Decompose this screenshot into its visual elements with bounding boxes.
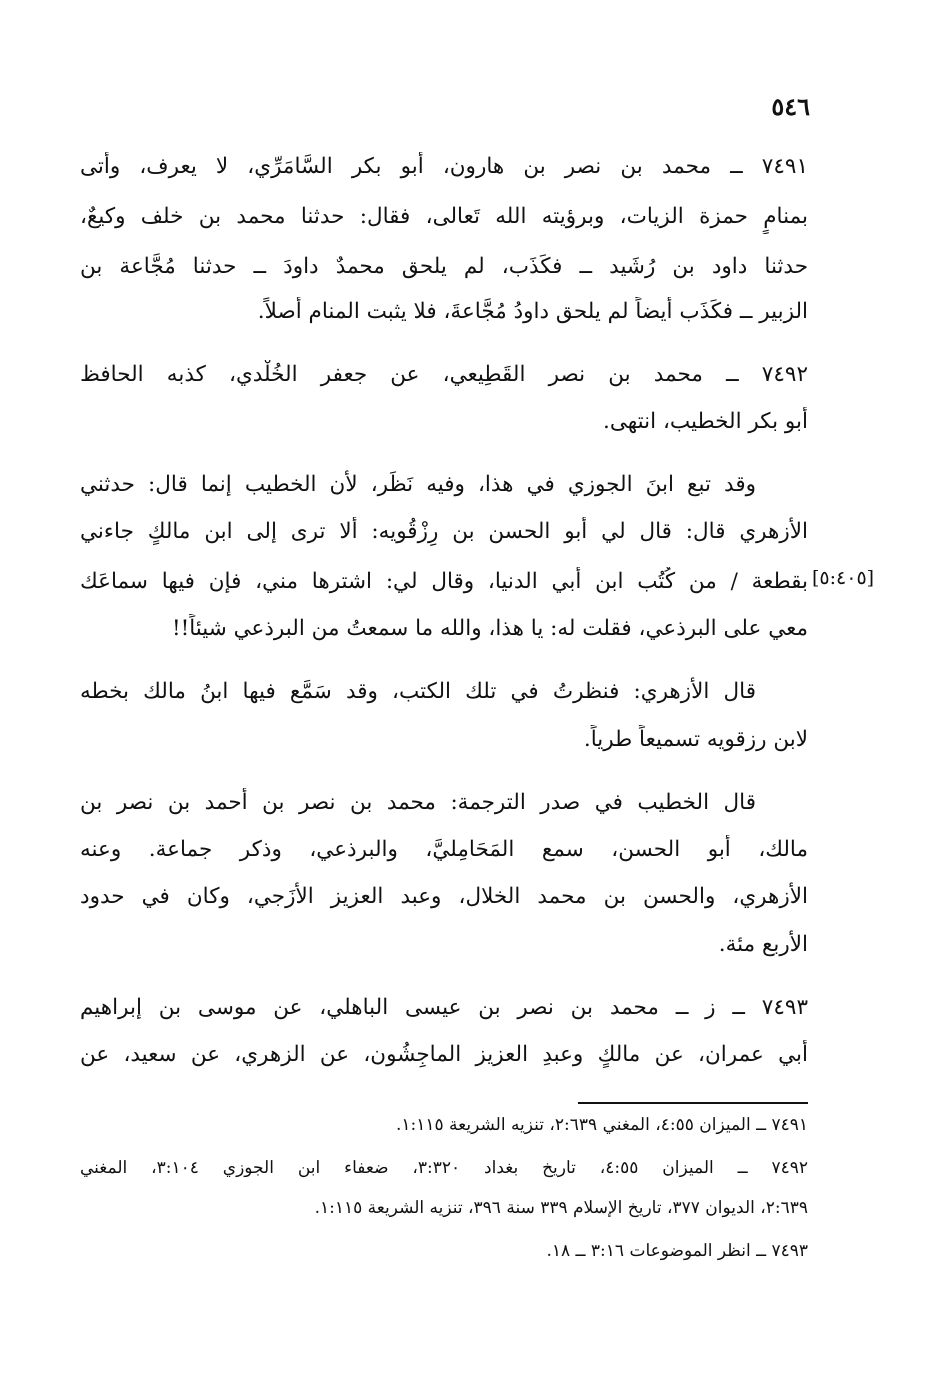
text-line: حدثنا داود بن رُشَيد ــ فكَذَب، لم يلحق محمدٌ داودَ ــ حدثنا مُجَّاعة بن: [80, 254, 808, 279]
text-line: لابن رزقويه تسميعاً طرياً.: [583, 727, 808, 752]
text-line: ٧٤٩١ ــ محمد بن نصر بن هارون، أبو بكر السَّامَرِّي، لا يعرف، وأتى: [80, 154, 808, 179]
footnote-line: ٧٤٩٣ ــ انظر الموضوعات ٣:١٦ ــ ١٨.: [546, 1241, 808, 1261]
page-number: ٥٤٦: [771, 92, 810, 121]
footnote-line: ٧٤٩١ ــ الميزان ٤:٥٥، المغني ٢:٦٣٩، تنزيه الشريعة ١:١١٥.: [395, 1115, 808, 1135]
text-line: معي على البرذعي، فقلت له: يا هذا، والله ما سمعتُ من البرذعي شيئاً!!: [171, 616, 808, 641]
text-line: الأزهري، والحسن بن محمد الخلال، وعبد العزيز الأَزَجي، وكان في حدود: [80, 884, 808, 909]
text-line: أبي عمران، عن مالكٍ وعبدِ العزيز الماجِشُون، عن الزهري، عن سعيد، عن: [80, 1042, 808, 1067]
text-line: الأربع مئة.: [718, 932, 808, 957]
text-line: ٧٤٩٢ ــ محمد بن نصر القَطِيعي، عن جعفر الخُلْدي، كذبه الحافظ: [80, 362, 808, 387]
text-line: وقد تبع ابنَ الجوزي في هذا، وفيه نَظَر، لأن الخطيب إنما قال: حدثني: [80, 472, 756, 497]
footnote-separator: [578, 1102, 808, 1104]
margin-reference: [٥:٤٠٥]: [812, 567, 875, 589]
text-line: بقطعة / من كُتُب ابن أبي الدنيا، وقال لي: اشترها مني، فإن فيها سماعَك: [80, 569, 808, 594]
text-line: قال الأزهري: فنظرتُ في تلك الكتب، وقد سَمَّع فيها ابنُ مالك بخطه: [80, 679, 756, 704]
footnote-line: ٧٤٩٢ ــ الميزان ٤:٥٥، تاريخ بغداد ٣:٣٢٠، ضعفاء ابن الجوزي ٣:١٠٤، المغني: [80, 1158, 808, 1178]
text-line: الأزهري قال: قال لي أبو الحسن بن رِزْقُويه: ألا ترى إلى ابن مالكٍ جاءني: [80, 519, 808, 544]
text-line: مالك، أبو الحسن، سمع المَحَامِليَّ، والبرذعي، وذكر جماعة. وعنه: [80, 837, 808, 862]
text-line: الزبير ــ فكَذَب أيضاً لم يلحق داودُ مُجَّاعةَ، فلا يثبت المنام أصلاً.: [257, 299, 808, 324]
text-line: أبو بكر الخطيب، انتهى.: [603, 409, 808, 434]
text-line: بمنامٍ حمزة الزيات، وبرؤيته الله تَعالى، فقال: حدثنا محمد بن خلف وكيعٌ،: [80, 204, 808, 229]
text-line: قال الخطيب في صدر الترجمة: محمد بن نصر بن أحمد بن نصر بن: [80, 790, 756, 815]
footnote-line: ٢:٦٣٩، الديوان ٣٧٧، تاريخ الإسلام ٣٣٩ سنة ٣٩٦، تنزيه الشريعة ١:١١٥.: [314, 1198, 808, 1218]
text-line: ٧٤٩٣ ــ ز ــ محمد بن نصر بن عيسى الباهلي، عن موسى بن إبراهيم: [80, 995, 808, 1020]
